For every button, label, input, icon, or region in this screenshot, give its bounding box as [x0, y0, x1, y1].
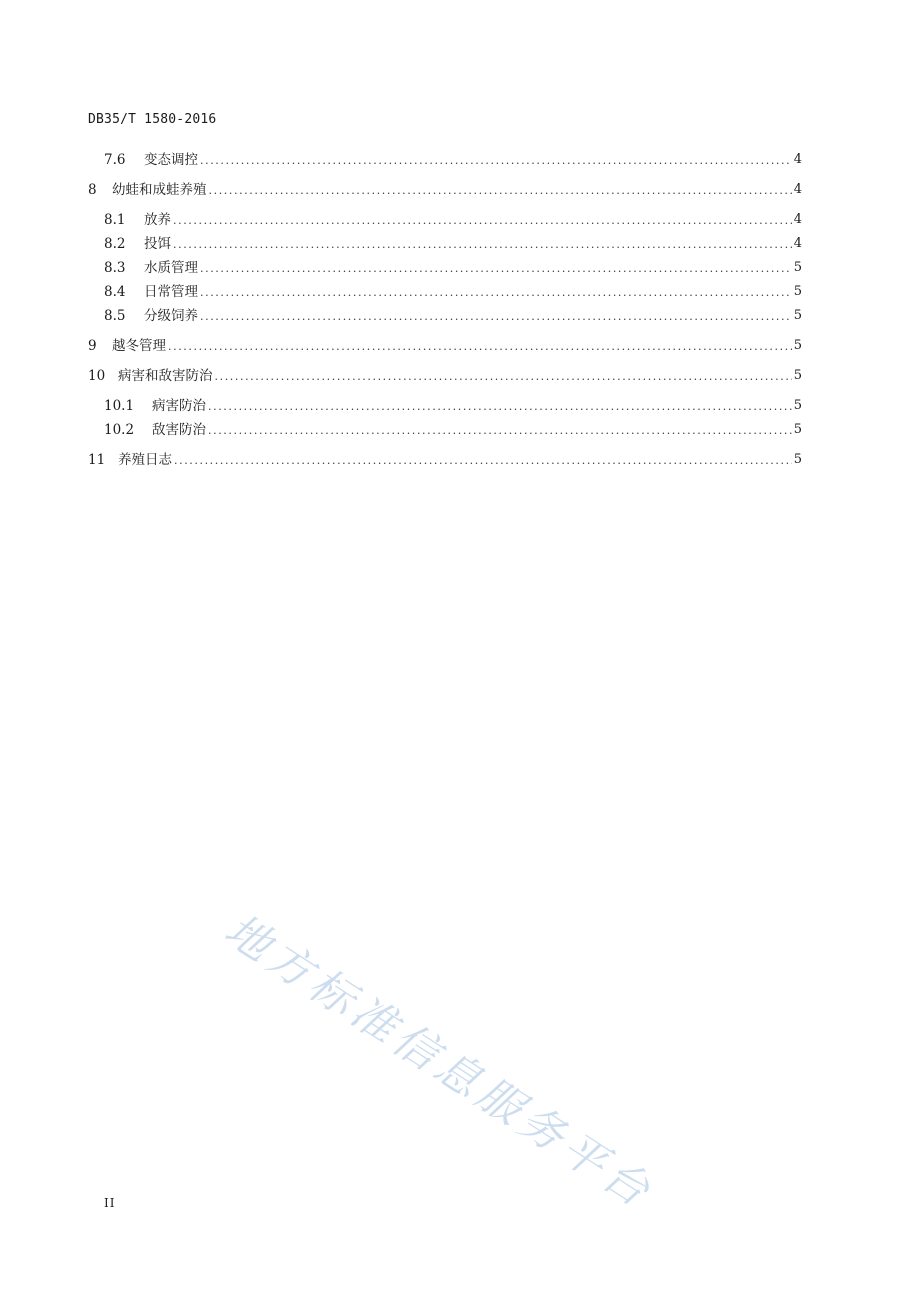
toc-entry-number: 10.2	[104, 422, 135, 438]
toc-entry-page: 4	[793, 236, 802, 251]
toc-entry-number: 11	[88, 452, 106, 468]
toc-entry-8-5[interactable]	[104, 306, 802, 326]
toc-entry-title: 病害和敌害防治	[118, 368, 213, 384]
toc-entry-10-1[interactable]	[104, 396, 802, 416]
toc-entry-page: 5	[793, 338, 802, 353]
toc-leader-dots	[174, 452, 792, 470]
toc-entry-11[interactable]	[88, 450, 802, 470]
toc-leader-dots	[173, 212, 792, 230]
toc-entry-number: 8.4	[104, 284, 126, 300]
toc-entry-page: 5	[793, 284, 802, 299]
toc-entry-number: 8.3	[104, 260, 126, 276]
toc-entry-8[interactable]	[88, 180, 802, 200]
toc-entry-title: 分级饲养	[144, 308, 198, 324]
toc-entry-8-3[interactable]	[104, 258, 802, 278]
toc-entry-number: 7.6	[104, 152, 126, 168]
toc-leader-dots	[208, 422, 792, 440]
toc-leader-dots	[215, 368, 792, 386]
toc-leader-dots	[209, 182, 792, 200]
toc-entry-number: 8.5	[104, 308, 126, 324]
toc-entry-page: 4	[793, 182, 802, 197]
toc-entry-title: 越冬管理	[112, 338, 166, 354]
toc-entry-title: 敌害防治	[152, 422, 206, 438]
toc-entry-title: 变态调控	[144, 152, 198, 168]
toc-entry-number: 9	[88, 338, 97, 354]
toc-entry-page: 4	[793, 152, 802, 167]
toc-leader-dots	[200, 284, 792, 302]
watermark-text: 地方标准信息服务平台	[215, 904, 663, 1220]
page-number: II	[104, 1196, 116, 1210]
toc-entry-page: 5	[793, 452, 802, 467]
toc-entry-number: 8.2	[104, 236, 126, 252]
toc-entry-title: 养殖日志	[118, 452, 172, 468]
toc-entry-10-2[interactable]	[104, 420, 802, 440]
document-code: DB35/T 1580-2016	[88, 112, 217, 127]
toc-entry-page: 5	[793, 308, 802, 323]
toc-entry-10[interactable]	[88, 366, 802, 386]
toc-leader-dots	[173, 236, 792, 254]
toc-leader-dots	[200, 260, 792, 278]
toc-entry-9[interactable]	[88, 336, 802, 356]
toc-entry-8-4[interactable]	[104, 282, 802, 302]
toc-entry-page: 4	[793, 212, 802, 227]
toc-entry-title: 幼蛙和成蛙养殖	[112, 182, 207, 198]
toc-entry-title: 病害防治	[152, 398, 206, 414]
toc-leader-dots	[200, 308, 792, 326]
toc-entry-page: 5	[793, 398, 802, 413]
toc-entry-number: 8.1	[104, 212, 126, 228]
toc-entry-number: 10	[88, 368, 106, 384]
toc-entry-7-6[interactable]	[104, 150, 802, 170]
toc-entry-page: 5	[793, 260, 802, 275]
toc-entry-number: 10.1	[104, 398, 135, 414]
toc-entry-title: 投饵	[144, 236, 171, 252]
toc-entry-title: 日常管理	[144, 284, 198, 300]
toc-entry-8-1[interactable]	[104, 210, 802, 230]
toc-entry-title: 放养	[144, 212, 171, 228]
toc-leader-dots	[208, 398, 792, 416]
toc-entry-title: 水质管理	[144, 260, 198, 276]
toc-leader-dots	[200, 152, 792, 170]
toc-entry-8-2[interactable]	[104, 234, 802, 254]
toc-entry-page: 5	[793, 422, 802, 437]
toc-entry-page: 5	[793, 368, 802, 383]
toc-entry-number: 8	[88, 182, 97, 198]
toc-leader-dots	[168, 338, 792, 356]
